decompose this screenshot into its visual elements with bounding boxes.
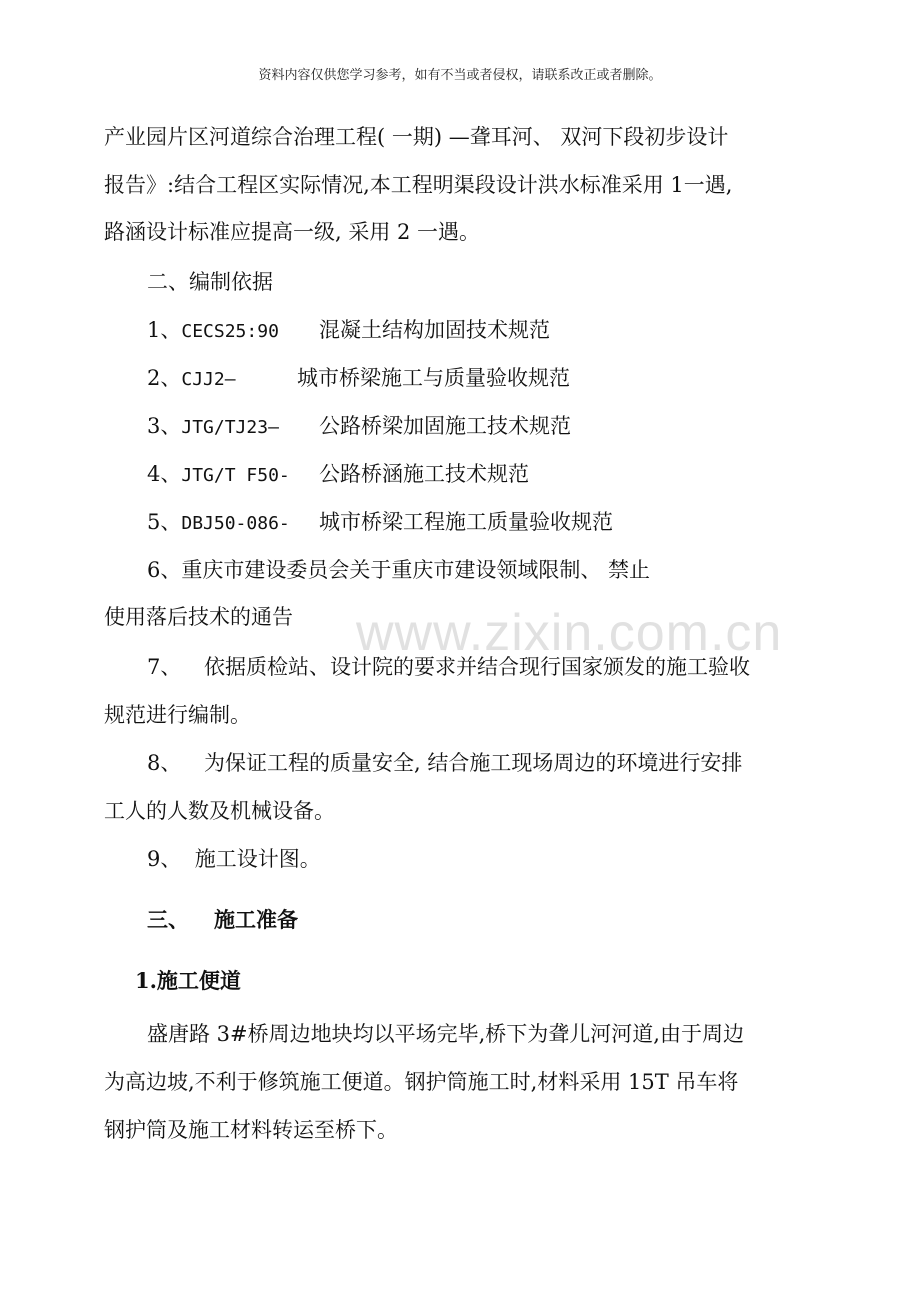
standard-title: 公路桥梁加固施工技术规范	[319, 414, 571, 438]
intro-line-2: 报告》:结合工程区实际情况,本工程明渠段设计洪水标准采用 1一遇,	[104, 173, 733, 197]
paragraph-line-1: 盛唐路 3#桥周边地块均以平场完毕,桥下为聋儿河河道,由于周边	[147, 1022, 744, 1046]
basis-item-7-number: 7、	[147, 655, 182, 679]
item-number: 4、	[147, 462, 182, 486]
basis-item-3	[147, 411, 571, 443]
basis-item-8-number: 8、	[147, 751, 182, 775]
basis-item-6-line-1: 6、重庆市建设委员会关于重庆市建设领域限制、 禁止	[147, 558, 651, 582]
standard-title: 公路桥涵施工技术规范	[319, 462, 529, 486]
paragraph-line-3: 钢护筒及施工材料转运至桥下。	[104, 1118, 398, 1142]
item-number: 3、	[147, 414, 182, 438]
section-heading-basis: 二、编制依据	[147, 270, 273, 294]
standard-code: CECS25:90	[181, 321, 279, 342]
basis-item-1	[147, 315, 550, 347]
intro-line-1: 产业园片区河道综合治理工程( 一期) —聋耳河、 双河下段初步设计	[104, 125, 729, 149]
paragraph-line-2: 为高边坡,不利于修筑施工便道。钢护筒施工时,材料采用 15T 吊车将	[104, 1070, 739, 1094]
standard-code: DBJ50-086-	[181, 513, 290, 534]
standard-title: 混凝土结构加固技术规范	[319, 318, 550, 342]
basis-item-9: 9、 施工设计图。	[147, 847, 321, 871]
standard-code: JTG/TJ23—	[181, 417, 279, 438]
standard-title: 城市桥梁施工与质量验收规范	[297, 366, 570, 390]
basis-item-8-line-1: 为保证工程的质量安全, 结合施工现场周边的环境进行安排	[204, 751, 743, 775]
basis-item-4	[147, 459, 529, 491]
basis-item-8-line-2: 工人的人数及机械设备。	[104, 799, 335, 823]
item-number: 1、	[147, 318, 182, 342]
standard-code: CJJ2—	[181, 369, 236, 390]
watermark: www.zixin.com.cn	[356, 604, 783, 662]
basis-item-2	[147, 363, 570, 395]
standard-code: JTG/T F50-	[181, 465, 290, 486]
intro-line-3: 路涵设计标准应提高一级, 采用 2 一遇。	[104, 220, 481, 244]
standard-title: 城市桥梁工程施工质量验收规范	[319, 510, 613, 534]
basis-item-7-line-1: 依据质检站、设计院的要求并结合现行国家颁发的施工验收	[204, 655, 750, 679]
basis-item-6-line-2: 使用落后技术的通告	[104, 605, 293, 629]
section-heading-prep: 施工准备	[214, 907, 298, 932]
section-number-prep: 三、	[147, 907, 189, 932]
basis-item-7-line-2: 规范进行编制。	[104, 703, 251, 727]
item-number: 2、	[147, 366, 182, 390]
subsection-heading-access-road: 1.施工便道	[135, 968, 241, 993]
header-notice: 资料内容仅供您学习参考，如有不当或者侵权，请联系改正或者删除。	[258, 68, 662, 83]
item-number: 5、	[147, 510, 182, 534]
basis-item-5	[147, 507, 613, 539]
